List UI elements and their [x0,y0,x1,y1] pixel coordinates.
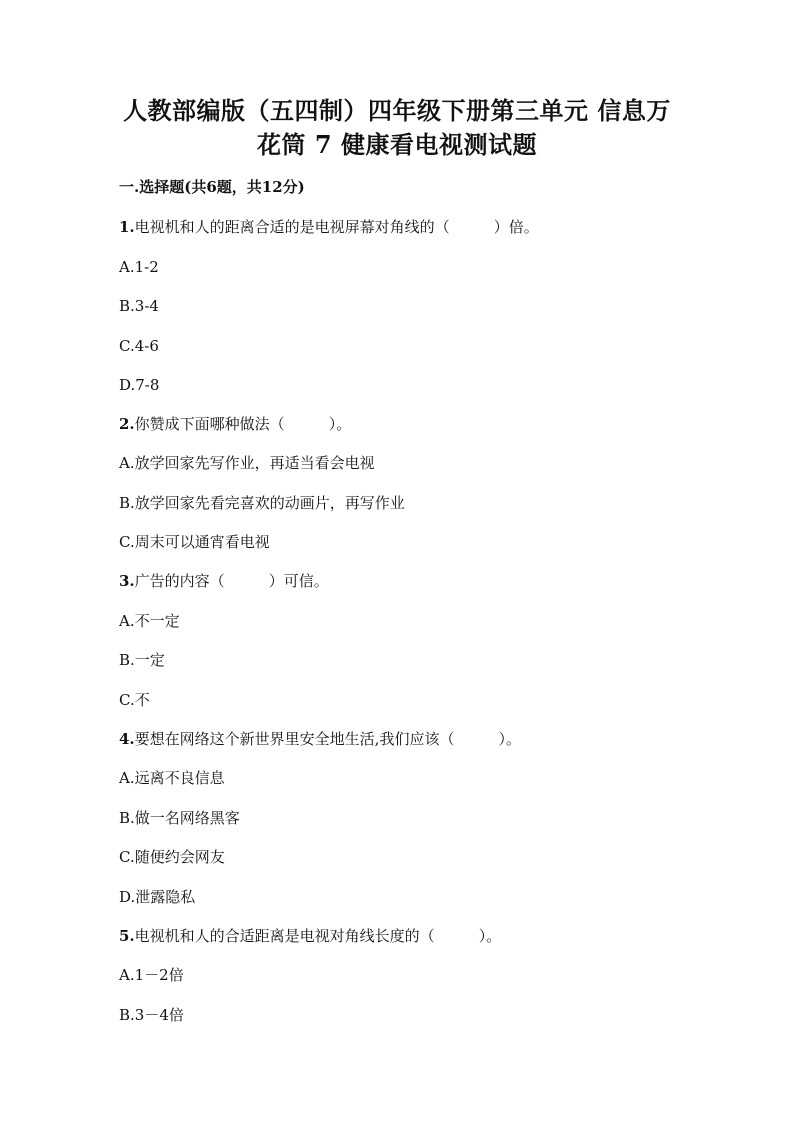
question-stem: 要想在网络这个新世界里安全地生活,我们应该（ [134,730,455,748]
section-heading: 一.选择题(共6题，共12分) [119,178,305,196]
option-4a: A.远离不良信息 [119,769,225,787]
option-3b: B.一定 [119,651,165,669]
option-4c: C.随便约会网友 [119,848,225,866]
option-5a: A.1－2倍 [119,966,184,984]
question-4 [119,728,521,750]
option-1b: B.3-4 [119,297,159,315]
option-1d: D.7-8 [119,376,160,394]
question-stem-end: ）。 [328,415,352,433]
option-3a: A.不一定 [119,612,180,630]
question-3 [119,570,329,592]
question-stem: 广告的内容（ [134,572,225,590]
option-4d: D.泄露隐私 [119,888,196,906]
question-number: 1. [119,218,135,236]
question-1 [119,216,539,238]
option-2c: C.周末可以通宵看电视 [119,533,270,551]
question-5 [119,925,501,947]
question-number: 4. [119,730,135,748]
option-2a: A.放学回家先写作业，再适当看会电视 [119,454,375,472]
question-number: 2. [119,415,135,433]
option-3c: C.不 [119,691,150,709]
question-stem-end: ）。 [498,730,521,748]
question-stem: 电视机和人的合适距离是电视对角线长度的（ [134,927,435,945]
question-number: 3. [119,572,135,590]
option-4b: B.做一名网络黑客 [119,809,240,827]
option-5b: B.3－4倍 [119,1006,184,1024]
question-stem: 你赞成下面哪种做法（ [134,415,285,433]
question-stem: 电视机和人的距离合适的是电视屏幕对角线的（ [134,218,450,236]
question-stem-end: ）。 [478,927,502,945]
question-2 [119,413,351,435]
option-1c: C.4-6 [119,337,159,355]
document-title-line-1: 人教部编版（五四制）四年级下册第三单元 信息万 [123,96,671,125]
question-stem-end: ）倍。 [493,218,539,236]
document-title-line-2: 花筒 7 健康看电视测试题 [257,130,537,159]
question-stem-end: ）可信。 [268,572,329,590]
option-1a: A.1-2 [119,258,159,276]
question-number: 5. [119,927,135,945]
option-2b: B.放学回家先看完喜欢的动画片，再写作业 [119,494,405,512]
